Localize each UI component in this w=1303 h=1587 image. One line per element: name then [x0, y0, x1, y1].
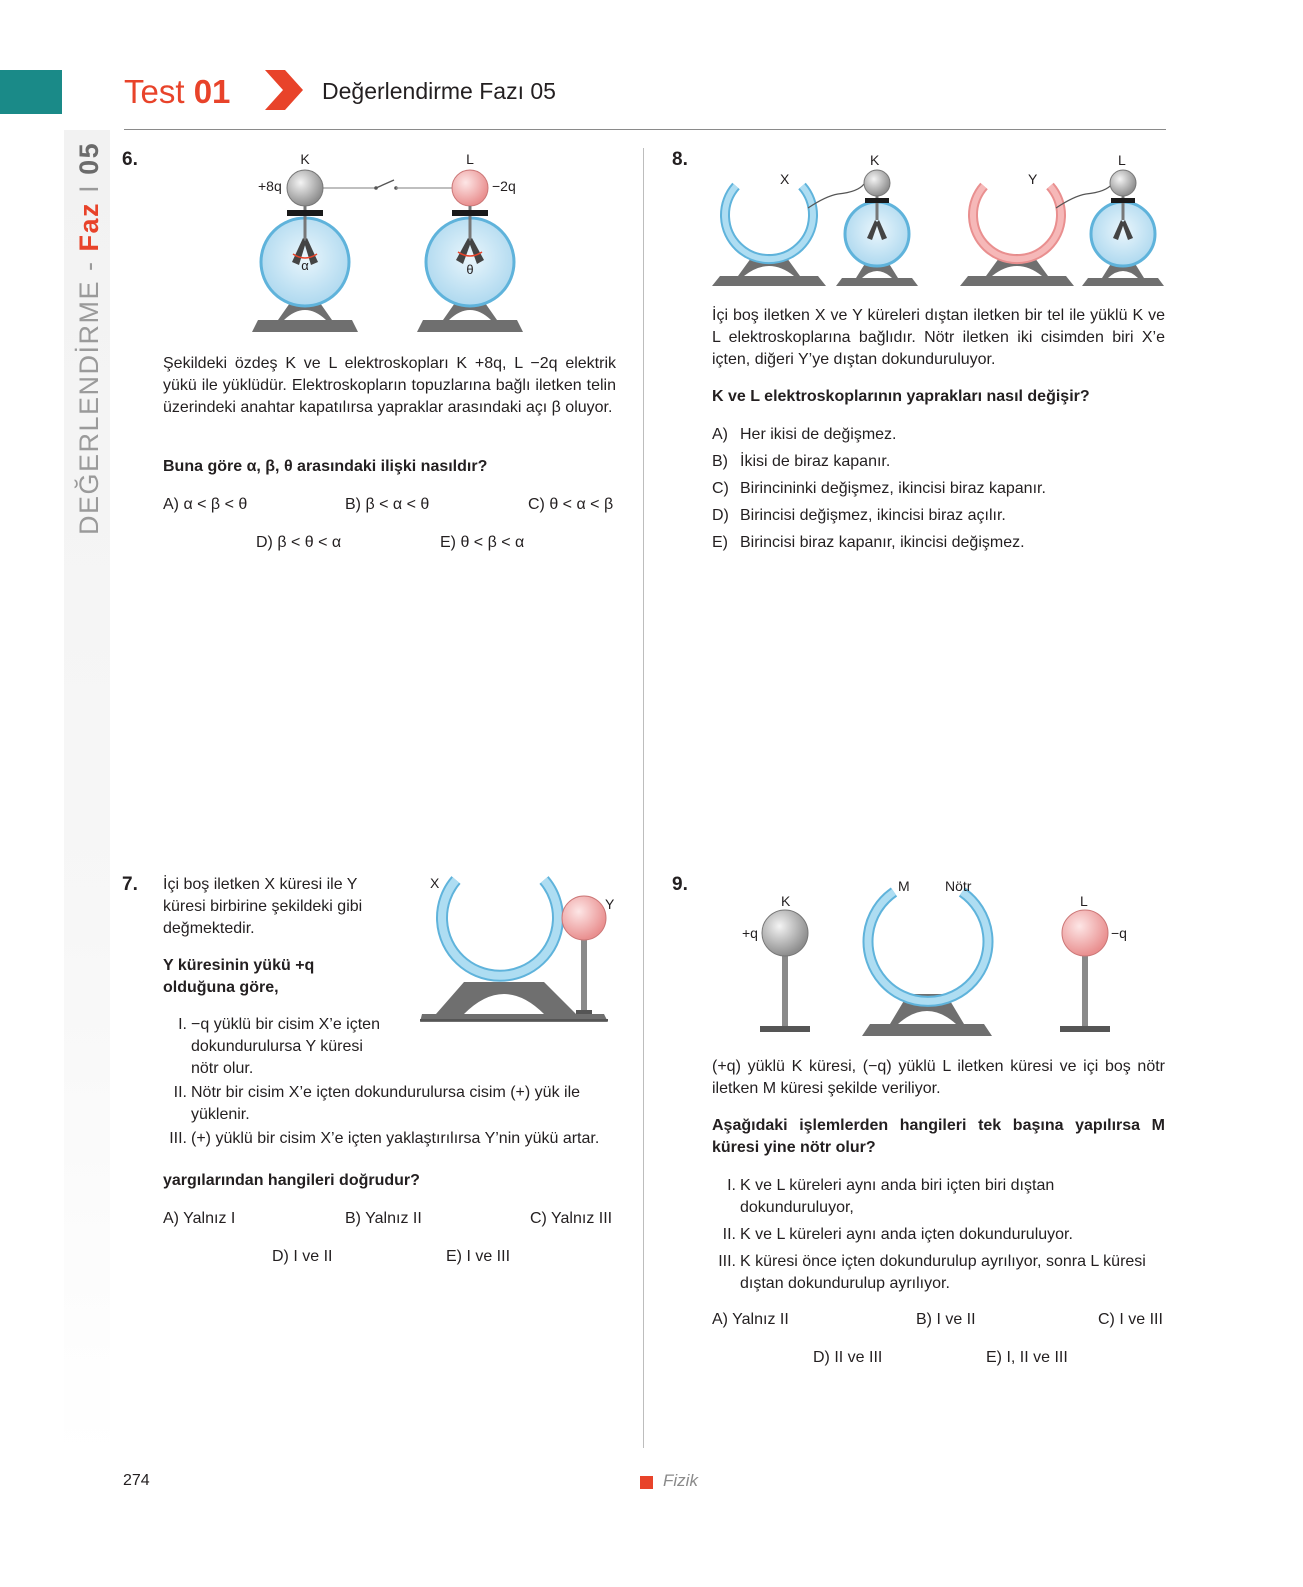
q8-option-b[interactable]: B) İkisi de biraz kapanır. — [712, 453, 891, 470]
subject-label: Fizik — [663, 1471, 698, 1490]
electroscope-l — [417, 170, 523, 332]
q6-angle-alpha: α — [301, 258, 309, 273]
q7-option-d[interactable]: D) I ve II — [272, 1248, 333, 1265]
header-rule — [124, 129, 1166, 130]
column-separator — [643, 148, 644, 1448]
q6-electroscope-figure — [248, 150, 568, 340]
q7-option-c[interactable]: C) Yalnız III — [530, 1210, 613, 1227]
q6-option-e[interactable]: E) θ < β < α — [440, 534, 525, 551]
sidebar-vertical-label: DEĞERLENDİRME - Faz I 05 — [74, 141, 104, 535]
question-7-number: 7. — [122, 874, 138, 895]
q8-sphere-x — [712, 186, 826, 286]
q9-option-b[interactable]: B) I ve II — [916, 1311, 976, 1328]
q9-text: (+q) yüklü K küresi, (−q) yüklü L iletken küresi ve içi boş nötr iletken M küresi şekilde veriliyor. — [712, 1058, 1165, 1097]
q7-option-b[interactable]: B) Yalnız II — [345, 1210, 422, 1227]
q7-text: İçi boş iletken X küresi ile Y küresi birbirine şekildeki gibi değmektedir. — [163, 876, 363, 937]
q8-option-c[interactable]: C) Birincininki değişmez, ikincisi biraz kapanır. — [712, 480, 1046, 497]
q8-figure — [708, 150, 1168, 292]
q7-option-a[interactable]: A) Yalnız I — [163, 1210, 236, 1227]
q7-option-e[interactable]: E) I ve III — [446, 1248, 511, 1265]
q9-question: Aşağıdaki işlemlerden hangileri tek başına yapılırsa M küresi yine nötr olur? — [712, 1117, 1165, 1156]
q6-question: Buna göre α, β, θ arasındaki ilişki nasıldır? — [163, 458, 488, 475]
q6-text: Şekildeki özdeş K ve L elektroskopları K +8q, L −2q elektrik yükü ile yüklüdür. Elektroskopların topuzlarına bağlı iletken telin üzerindeki anahtar kapatılırsa yapraklar arasındaki açı β oluyor. — [163, 355, 616, 416]
question-9-number: 9. — [672, 874, 688, 895]
q7-statement-2: II. Nötr bir cisim X’e içten dokundurulursa cisim (+) yük ile yüklenir. — [173, 1084, 581, 1123]
q9-statements — [712, 1175, 1165, 1297]
q8-text: İçi boş iletken X ve Y küreleri dıştan iletken bir tel ile yüklü K ve L elektroskoplarına bağlıdır. Nötr iletken iki cisimden biri X’e içten, diğeri Y’ye dıştan dokunduruluyor. — [712, 307, 1165, 368]
q8-option-d[interactable]: D) Birincisi değişmez, ikincisi biraz açılır. — [712, 507, 1006, 524]
question-8-number: 8. — [672, 149, 688, 170]
q7-sphere-figure — [418, 870, 618, 1030]
q9-statement-1: I. K ve L küreleri aynı anda biri içten biri dıştan dokunduruluyor, — [727, 1177, 1055, 1216]
subject-square-icon — [640, 1476, 653, 1489]
q8-label-k: K — [870, 152, 880, 168]
q6-option-a[interactable]: A) α < β < θ — [163, 496, 248, 513]
q9-label-l: L — [1080, 893, 1088, 909]
q9-label-k: K — [781, 893, 791, 909]
q8-electroscope-k — [836, 170, 918, 286]
q9-option-c[interactable]: C) I ve III — [1098, 1311, 1163, 1328]
q6-option-d[interactable]: D) β < θ < α — [256, 534, 342, 551]
test-label: Test 01 — [124, 73, 231, 110]
q6-option-b[interactable]: B) β < α < θ — [345, 496, 430, 513]
q9-charge-k: +q — [742, 925, 758, 941]
q9-statement-3: III. K küresi önce içten dokundurulup ayrılıyor, sonra L küresi dıştan dokundurulup ayrılıyor. — [718, 1253, 1146, 1292]
q9-label-m: M — [898, 878, 910, 894]
q8-label-y: Y — [1028, 171, 1038, 187]
q8-option-a[interactable]: A) Her ikisi de değişmez. — [712, 426, 897, 443]
q8-label-x: X — [780, 171, 790, 187]
q8-sphere-y — [960, 186, 1074, 286]
chevron-right-icon — [263, 68, 305, 112]
electroscope-k — [252, 170, 358, 332]
q9-sphere-m — [862, 892, 992, 1036]
q8-label-l: L — [1118, 152, 1126, 168]
q7-statement-1: I. −q yüklü bir cisim X’e içten dokundurulursa Y küresi nötr olur. — [178, 1016, 380, 1077]
q7-statements — [163, 1014, 616, 1152]
q6-charge-l: −2q — [492, 178, 516, 194]
q6-charge-k: +8q — [258, 178, 282, 194]
q8-options — [712, 424, 1165, 559]
teal-tab — [0, 70, 62, 114]
q7-statement-3: III. (+) yüklü bir cisim X’e içten yaklaştırılırsa Y’nin yükü artar. — [169, 1130, 600, 1147]
page-title: Değerlendirme Fazı 05 — [322, 78, 556, 104]
q9-option-d[interactable]: D) II ve III — [813, 1349, 883, 1366]
q8-option-e[interactable]: E) Birincisi biraz kapanır, ikincisi değişmez. — [712, 534, 1025, 551]
q7-ask: yargılarından hangileri doğrudur? — [163, 1172, 420, 1189]
q6-label-l: L — [466, 151, 474, 167]
q9-statement-2: II. K ve L küreleri aynı anda içten dokunduruluyor. — [722, 1226, 1073, 1243]
q8-question: K ve L elektroskoplarının yaprakları nasıl değişir? — [712, 388, 1090, 405]
q9-sphere-l — [1060, 910, 1110, 1032]
q9-option-e[interactable]: E) I, II ve III — [986, 1349, 1068, 1366]
q9-sphere-k — [760, 910, 810, 1032]
q7-question: Y küresinin yükü +q olduğuna göre, — [163, 957, 315, 996]
q9-figure — [738, 876, 1127, 1038]
q7-label-x: X — [430, 875, 440, 891]
question-6-number: 6. — [122, 149, 138, 170]
q9-label-notr: Nötr — [945, 878, 972, 894]
q9-option-a[interactable]: A) Yalnız II — [712, 1311, 789, 1328]
page-number: 274 — [123, 1472, 150, 1489]
q7-label-y: Y — [605, 896, 615, 912]
q6-angle-theta: θ — [466, 262, 474, 277]
q8-electroscope-l — [1082, 170, 1164, 286]
q9-charge-l: −q — [1111, 925, 1127, 941]
q6-label-k: K — [300, 151, 310, 167]
q6-option-c[interactable]: C) θ < α < β — [528, 496, 614, 513]
